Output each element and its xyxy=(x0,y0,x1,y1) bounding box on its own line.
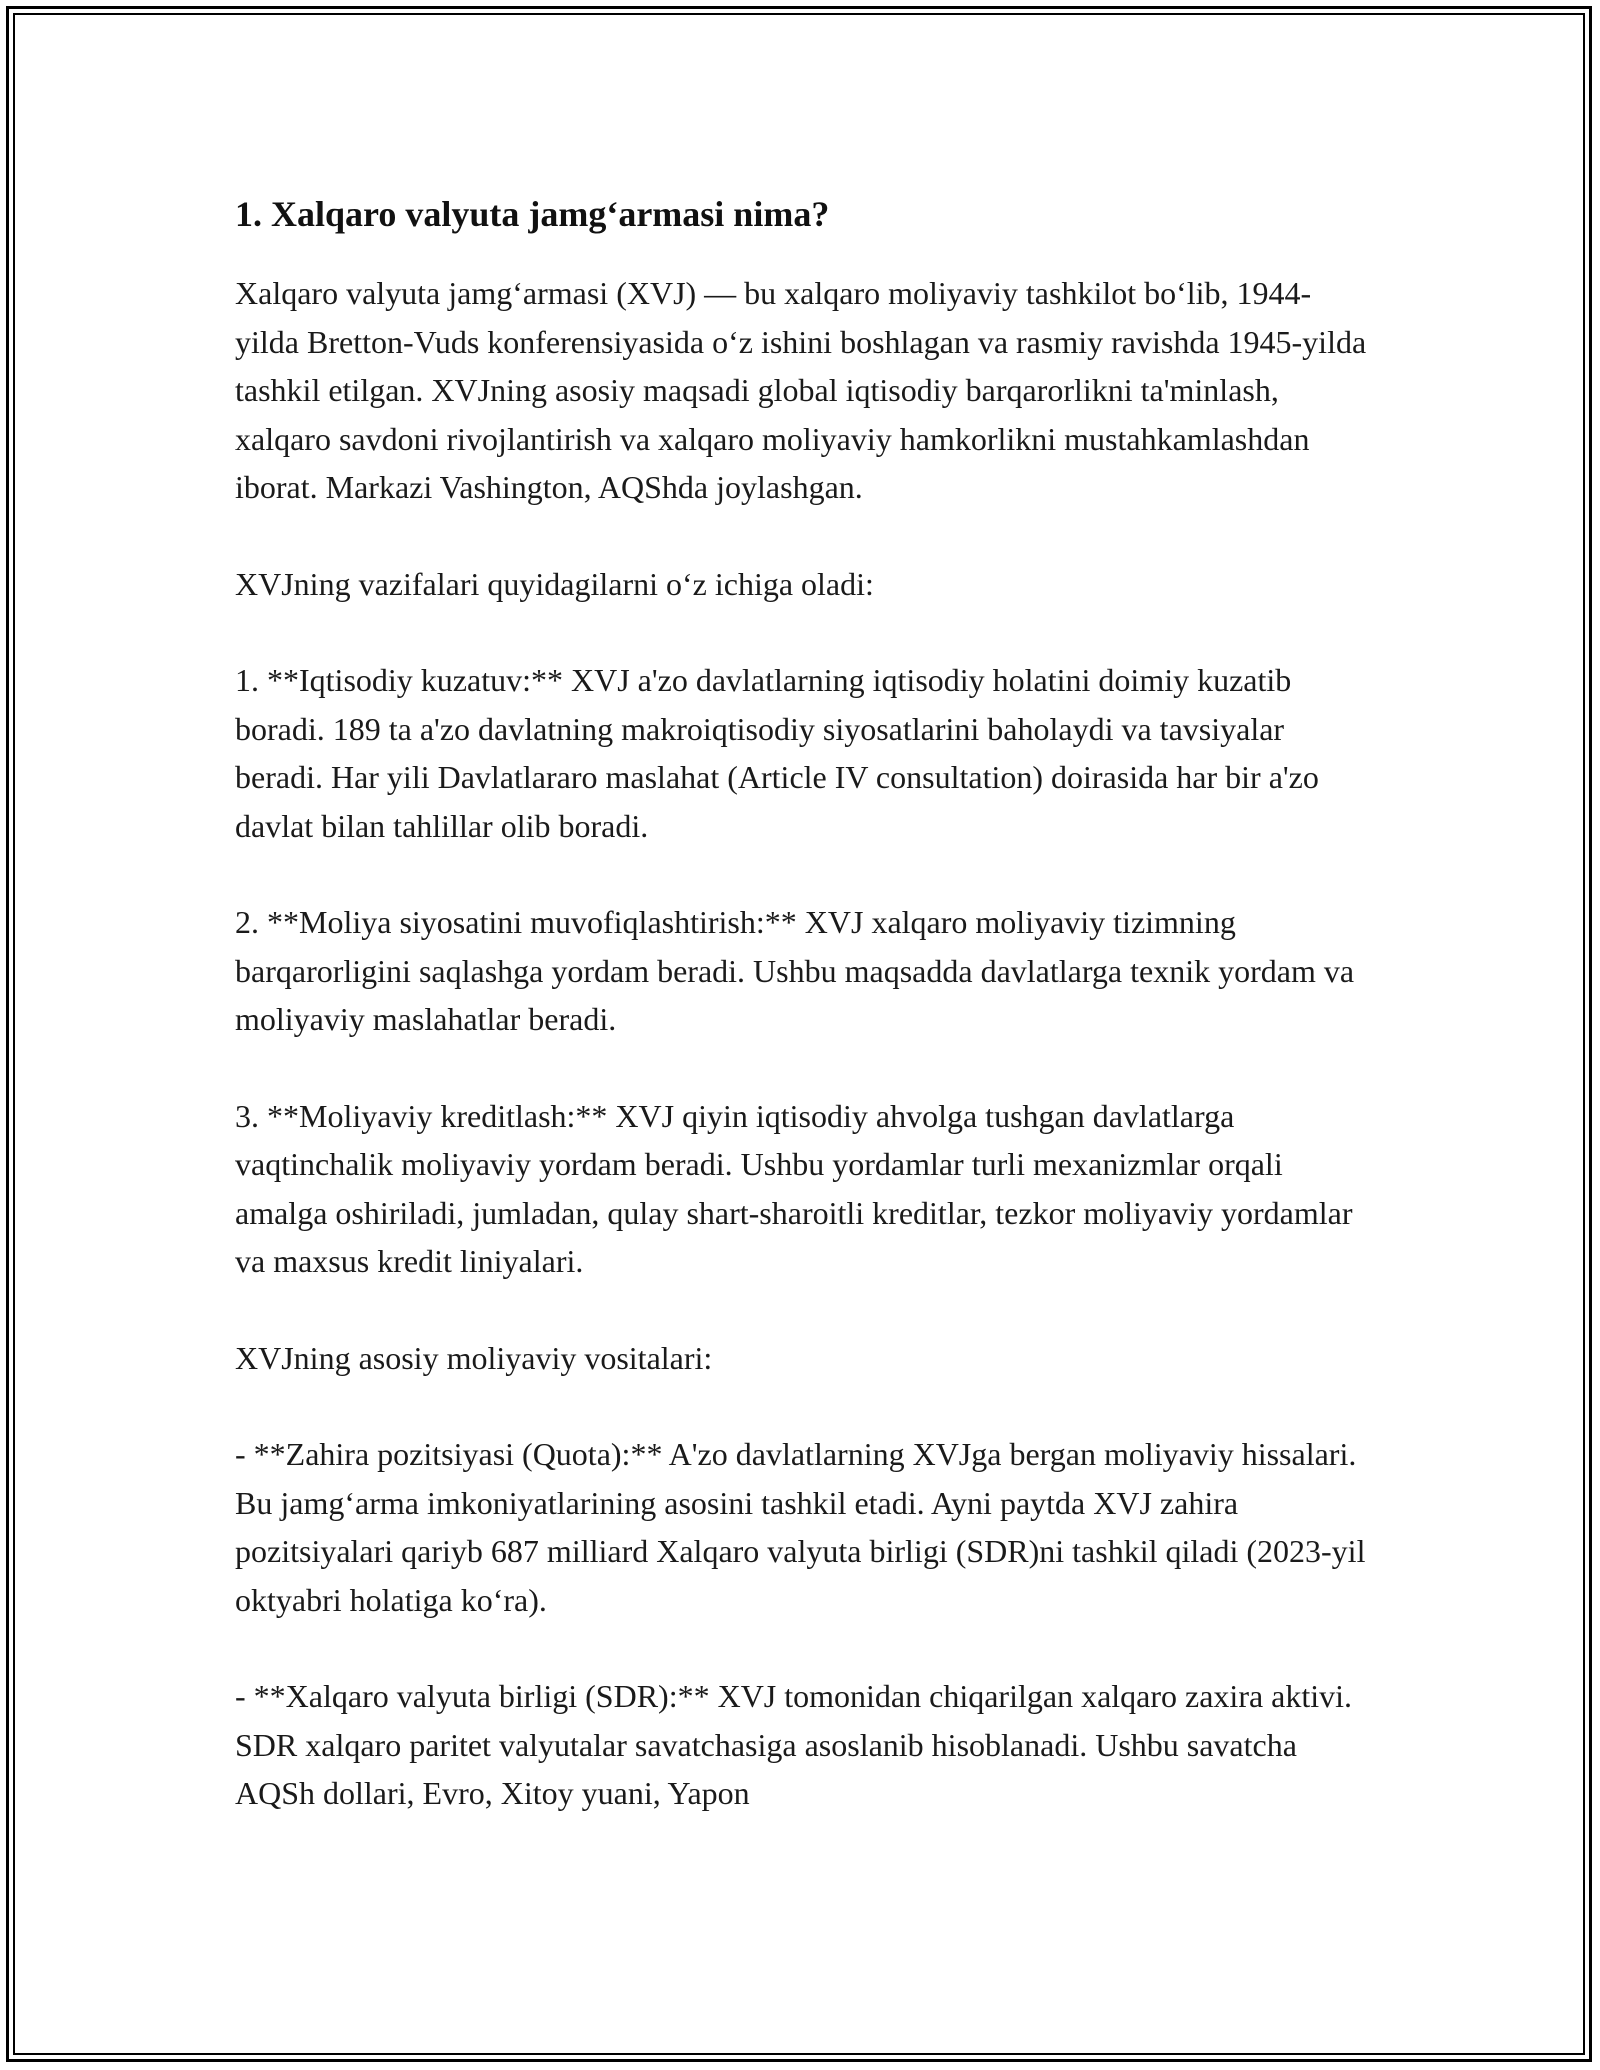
task-economic-surveillance: 1. **Iqtisodiy kuzatuv:** XVJ a'zo davlatlarning iqtisodiy holatini doimiy kuzatib boradi. 189 ta a'zo davlatning makroiqtisodiy siyosatlarini baholaydi va tavsiyalar beradi. Har yili Davlatlararo maslahat (Article IV consultation) doirasida har bir a'zo davlat bilan tahlillar olib boradi. xyxy=(235,662,1319,844)
task-financial-lending: 3. **Moliyaviy kreditlash:** XVJ qiyin iqtisodiy ahvolga tushgan davlatlarga vaqtinchalik moliyaviy yordam beradi. Ushbu yordamlar turli mexanizmlar orqali amalga oshiriladi, jumladan, qulay shart-sharoitli kreditlar, tezkor moliyaviy yordamlar va maxsus kredit liniyalari. xyxy=(235,1097,1353,1279)
intro-paragraph: Xalqaro valyuta jamg‘armasi (XVJ) — bu xalqaro moliyaviy tashkilot bo‘lib, 1944-yilda Bretton-Vuds konferensiyasida o‘z ishini boshlagan va rasmiy ravishda 1945-yilda tashkil etilgan. XVJning asosiy maqsadi global iqtisodiy barqarorlikni ta'minlash, xalqaro savdoni rivojlantirish va xalqaro moliyaviy hamkorlikni mustahkamlashdan iborat. Markazi Vashington, AQShda joylashgan. xyxy=(235,275,1367,505)
instrument-quota: - **Zahira pozitsiyasi (Quota):** A'zo davlatlarning XVJga bergan moliyaviy hissalari. Bu jamg‘arma imkoniyatlarining asosini tashkil etadi. Ayni paytda XVJ zahira pozitsiyalari qariyb 687 milliard Xalqaro valyuta birligi (SDR)ni tashkil qiladi (2023-yil oktyabri holatiga ko‘ra). xyxy=(235,1436,1366,1618)
instruments-intro-paragraph: XVJning asosiy moliyaviy vositalari: xyxy=(235,1339,713,1376)
document-body xyxy=(235,185,1375,1866)
instrument-sdr: - **Xalqaro valyuta birligi (SDR):** XVJ tomonidan chiqarilgan xalqaro zaxira aktivi. SDR xalqaro paritet valyutalar savatchasiga asoslanib hisoblanadi. Ushbu savatcha AQSh dollari, Evro, Xitoy yuani, Yapon xyxy=(235,1678,1353,1811)
task-policy-coordination: 2. **Moliya siyosatini muvofiqlashtirish:** XVJ xalqaro moliyaviy tizimning barqarorligini saqlashga yordam beradi. Ushbu maqsadda davlatlarga texnik yordam va moliyaviy maslahatlar beradi. xyxy=(235,904,1355,1037)
tasks-intro-paragraph: XVJning vazifalari quyidagilarni o‘z ichiga oladi: xyxy=(235,565,874,602)
section-heading: 1. Xalqaro valyuta jamg‘armasi nima? xyxy=(235,194,830,234)
